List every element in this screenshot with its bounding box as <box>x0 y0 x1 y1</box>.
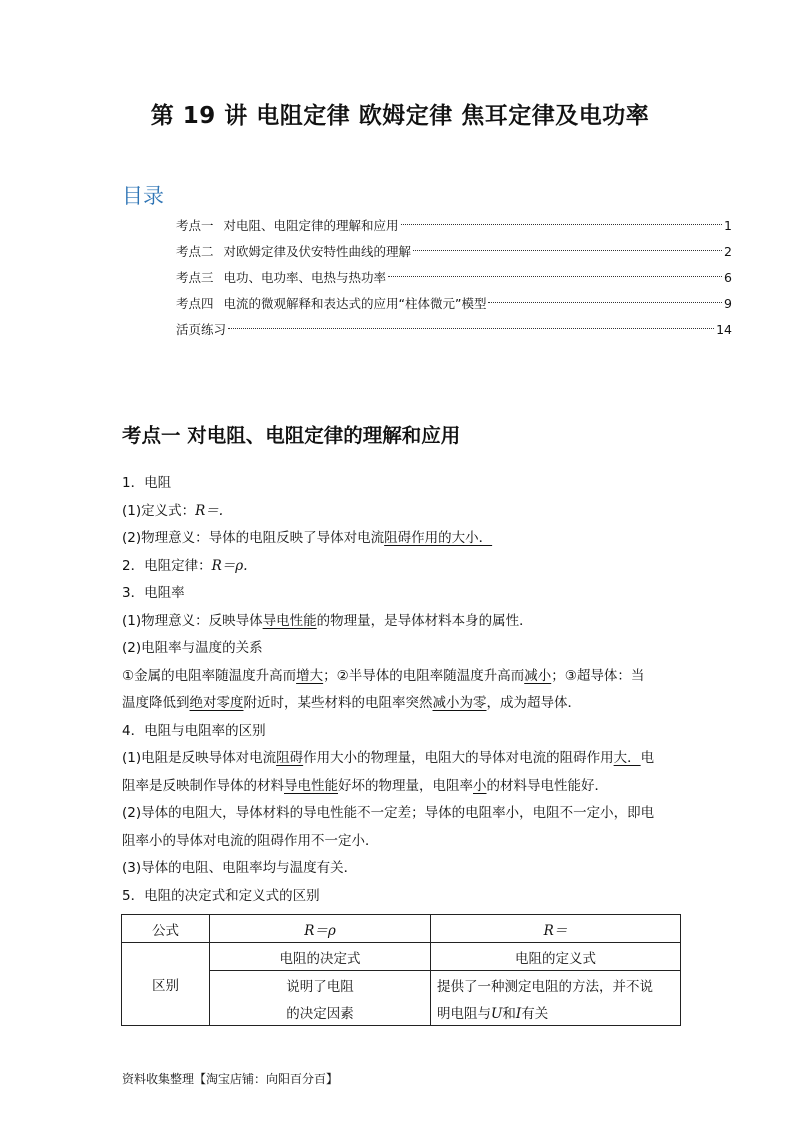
table-cell: 电阻的决定式 <box>210 943 431 971</box>
paragraph: (2)导体的电阻大，导体材料的导电性能不一定差；导体的电阻率小，电阻不一定小，即电 <box>122 805 655 821</box>
underlined-blank: 导电性能 <box>284 777 338 794</box>
text: 附近时，某些材料的电阻率突然 <box>243 695 433 711</box>
text: ，成为超导体． <box>486 695 581 711</box>
toc-entry-page: 14 <box>716 322 732 337</box>
table-header-cell: R＝ρ <box>210 915 431 943</box>
page-footer: 资料收集整理【淘宝店铺：向阳百分百】 <box>122 1072 339 1086</box>
table-cell: 提供了一种测定电阻的方法，并不说 <box>431 971 681 999</box>
table-header-cell: 公式 <box>122 915 210 943</box>
table-row <box>122 943 681 971</box>
text: 2．电阻定律： <box>122 557 212 574</box>
text: (2)物理意义：导体的电阻反映了导体对电流 <box>122 530 385 546</box>
underlined-blank: 减小为零 <box>432 695 487 711</box>
text: 的材料导电性能好． <box>486 777 608 794</box>
text: 阻率是反映制作导体的材料 <box>122 777 284 794</box>
table-cell: 电阻的定义式 <box>431 943 681 971</box>
toc-leader-dots <box>228 328 714 329</box>
underlined-blank: 导电性能 <box>262 612 317 629</box>
paragraph <box>122 525 682 553</box>
toc-entry-number: 考点四 <box>176 296 214 311</box>
comparison-table <box>121 914 681 1026</box>
variable: I <box>515 1005 522 1022</box>
subheading-resistivity: 3．电阻率 <box>122 585 185 601</box>
paragraph <box>122 498 682 526</box>
text: (1)定义式： <box>122 502 196 519</box>
text: (1)电阻是反映导体对电流 <box>122 750 277 766</box>
toc-entry-1[interactable] <box>176 213 732 239</box>
table-of-contents <box>176 213 732 343</box>
text: ；③超导体：当 <box>551 667 645 684</box>
toc-entry-page: 2 <box>724 244 732 259</box>
page-title: 第 19 讲 电阻定律 欧姆定律 焦耳定律及电功率 <box>150 103 650 129</box>
text: (1)物理意义：反映导体 <box>122 612 263 629</box>
text: 电 <box>640 750 655 766</box>
text: 作用大小的物理量，电阻大的导体对电流的阻碍作用 <box>303 750 614 766</box>
table-cell <box>431 998 681 1026</box>
toc-entry-5[interactable] <box>176 317 732 343</box>
toc-entry-text: 活页练习 <box>176 322 227 337</box>
underlined-blank: 阻碍 <box>276 750 304 766</box>
paragraph <box>122 690 682 718</box>
underlined-blank: 增大 <box>296 667 324 684</box>
subheading-formula-difference: 5．电阻的决定式和定义式的区别 <box>122 887 320 904</box>
text: ①金属的电阻率随温度升高而 <box>122 667 297 684</box>
text: 和 <box>502 1005 516 1022</box>
text: ；②半导体的电阻率随温度升高而 <box>323 667 525 684</box>
table-header-cell: R＝ <box>431 915 681 943</box>
text: 温度降低到 <box>122 695 190 711</box>
table-cell: 说明了电阻 <box>210 971 431 999</box>
text: 好坏的物理量，电阻率 <box>338 777 473 794</box>
subheading-difference: 4．电阻与电阻率的区别 <box>122 722 266 739</box>
toc-entry-2[interactable] <box>176 239 732 265</box>
paragraph <box>122 608 682 636</box>
text: 明电阻与 <box>437 1005 491 1022</box>
toc-entry-page: 6 <box>724 270 732 285</box>
paragraph <box>122 773 682 801</box>
toc-heading: 目录 <box>122 184 164 208</box>
subheading-resistance: 1．电阻 <box>122 475 172 491</box>
toc-entry-text: 对欧姆定律及伏安特性曲线的理解 <box>223 244 412 259</box>
text: 有关 <box>521 1005 549 1022</box>
toc-leader-dots <box>401 224 723 225</box>
text: 的物理量，是导体材料本身的属性． <box>316 612 533 629</box>
table-row-label: 区别 <box>122 943 210 1026</box>
paragraph: (3)导体的电阻、电阻率均与温度有关． <box>122 860 358 876</box>
toc-entry-page: 1 <box>724 218 732 233</box>
toc-entry-number: 考点一 <box>176 218 214 233</box>
underlined-blank: 小 <box>473 777 487 794</box>
paragraph <box>122 553 682 581</box>
table-row <box>122 915 681 943</box>
toc-leader-dots <box>388 276 722 277</box>
underlined-blank: 阻碍作用的大小． <box>384 530 493 546</box>
toc-leader-dots <box>488 302 722 303</box>
toc-entry-number: 考点三 <box>176 270 214 285</box>
paragraph <box>122 745 682 773</box>
formula: R＝ρ. <box>211 557 248 574</box>
underlined-blank: 绝对零度 <box>189 695 244 711</box>
toc-entry-4[interactable] <box>176 291 732 317</box>
underlined-blank: 减小 <box>524 667 552 684</box>
paragraph <box>122 663 682 691</box>
toc-entry-text: 电流的微观解释和表达式的应用“柱体微元”模型 <box>223 296 487 311</box>
toc-entry-3[interactable] <box>176 265 732 291</box>
toc-leader-dots <box>413 250 722 251</box>
formula: R＝. <box>195 502 224 519</box>
variable: U <box>491 1005 503 1022</box>
underlined-blank: 大． <box>613 750 641 766</box>
toc-entry-text: 电功、电功率、电热与热功率 <box>223 270 387 285</box>
paragraph: 阻率小的导体对电流的阻碍作用不一定小． <box>122 832 379 849</box>
toc-entry-page: 9 <box>724 296 732 311</box>
section-body <box>122 470 682 910</box>
table-cell: 的决定因素 <box>210 998 431 1026</box>
paragraph: (2)电阻率与温度的关系 <box>122 640 263 656</box>
toc-entry-text: 对电阻、电阻定律的理解和应用 <box>223 218 399 233</box>
toc-entry-number: 考点二 <box>176 244 214 259</box>
section-heading: 考点一 对电阻、电阻定律的理解和应用 <box>122 424 461 447</box>
